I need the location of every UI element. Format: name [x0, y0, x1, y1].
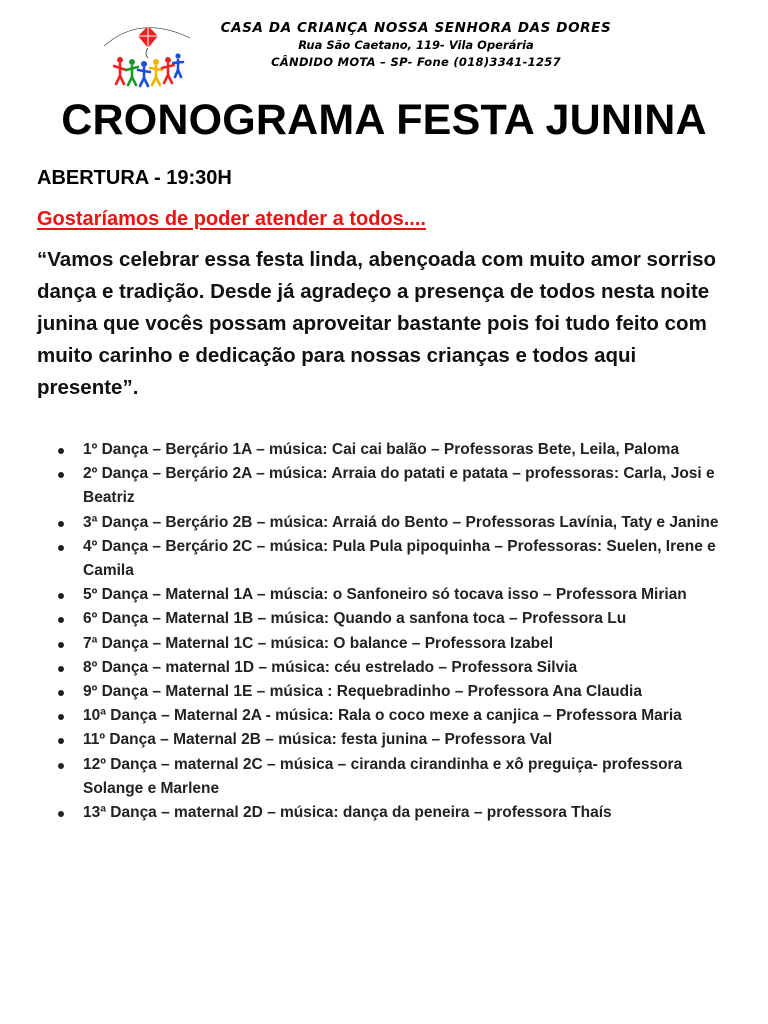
schedule-item-text: 7ª Dança – Maternal 1C – música: O balance – Professora Izabel — [83, 634, 554, 652]
institution-name: CASA DA CRIANÇA NOSSA SENHORA DAS DORES — [220, 20, 612, 36]
schedule-item-text: 5º Dança – Maternal 1A – múscia: o Sanfoneiro só tocava isso – Professora Mirian — [83, 586, 687, 604]
bullet-icon — [58, 545, 64, 551]
schedule-item-text: 2º Dança – Berçário 2A – música: Arraia do patati e patata – professoras: Carla, Josi e Beatriz — [83, 465, 715, 507]
schedule-item-text: 11º Dança – Maternal 2B – música: festa junina – Professora Val — [83, 731, 553, 749]
schedule-item-text: 10ª Dança – Maternal 2A - música: Rala o coco mexe a canjica – Professora Maria — [83, 707, 682, 725]
bullet-icon — [58, 521, 64, 527]
page-title: CRONOGRAMA FESTA JUNINA — [61, 96, 707, 144]
bullet-icon — [58, 714, 64, 720]
schedule-item — [58, 583, 730, 607]
bullet-icon — [58, 666, 64, 672]
schedule-item — [58, 656, 730, 680]
schedule-item — [58, 535, 730, 583]
schedule-item-text: 6º Dança – Maternal 1B – música: Quando a sanfona toca – Professora Lu — [83, 610, 627, 628]
bullet-icon — [58, 642, 64, 648]
bullet-icon — [58, 617, 64, 623]
children-kite-logo-icon — [100, 20, 196, 92]
schedule-item — [58, 607, 730, 631]
schedule-item — [58, 632, 730, 656]
bullet-icon — [58, 448, 64, 454]
bullet-icon — [58, 738, 64, 744]
schedule-item-text: 8º Dança – maternal 1D – música: céu estrelado – Professora Silvia — [83, 658, 578, 676]
schedule-item — [58, 801, 730, 825]
opening-time: ABERTURA - 19:30H — [37, 167, 232, 189]
schedule-item — [58, 680, 730, 704]
schedule-item-text: 3ª Dança – Berçário 2B – música: Arraiá do Bento – Professoras Lavínia, Taty e Janine — [83, 513, 719, 531]
bullet-icon — [58, 690, 64, 696]
institution-address: Rua São Caetano, 119- Vila Operária — [298, 38, 534, 52]
welcome-line: Gostaríamos de poder atender a todos.... — [37, 208, 426, 230]
welcome-quote: “Vamos celebrar essa festa linda, abençoada com muito amor sorriso dança e tradição. Desde já agradeço a presença de todos nesta noite junina que vocês possam aproveitar bastante pois foi tudo feito com muito carinho e dedicação para nossas crianças e todos aqui presente”. — [37, 248, 717, 399]
bullet-icon — [58, 472, 64, 478]
schedule-item-text: 12º Dança – maternal 2C – música – ciranda cirandinha e xô preguiça- professora Solange e Marlene — [83, 755, 683, 797]
bullet-icon — [58, 593, 64, 599]
schedule-item-text: 9º Dança – Maternal 1E – música : Requebradinho – Professora Ana Claudia — [83, 683, 642, 701]
schedule-item — [58, 438, 730, 462]
schedule-item — [58, 704, 730, 728]
letterhead — [196, 19, 636, 71]
schedule-item — [58, 728, 730, 752]
schedule-item-text: 4º Dança – Berçário 2C – música: Pula Pula pipoquinha – Professoras: Suelen, Irene e Camila — [83, 537, 716, 580]
schedule-item-text: 13ª Dança – maternal 2D – música: dança da peneira – professora Thaís — [83, 804, 612, 822]
dance-schedule-list — [58, 438, 730, 825]
schedule-item — [58, 462, 730, 510]
institution-city-phone: CÂNDIDO MOTA – SP- Fone (018)3341-1257 — [271, 55, 561, 69]
bullet-icon — [58, 811, 64, 817]
bullet-icon — [58, 763, 64, 769]
schedule-item — [58, 511, 730, 535]
schedule-item — [58, 753, 730, 801]
schedule-item-text: 1º Dança – Berçário 1A – música: Cai cai balão – Professoras Bete, Leila, Paloma — [83, 441, 680, 458]
